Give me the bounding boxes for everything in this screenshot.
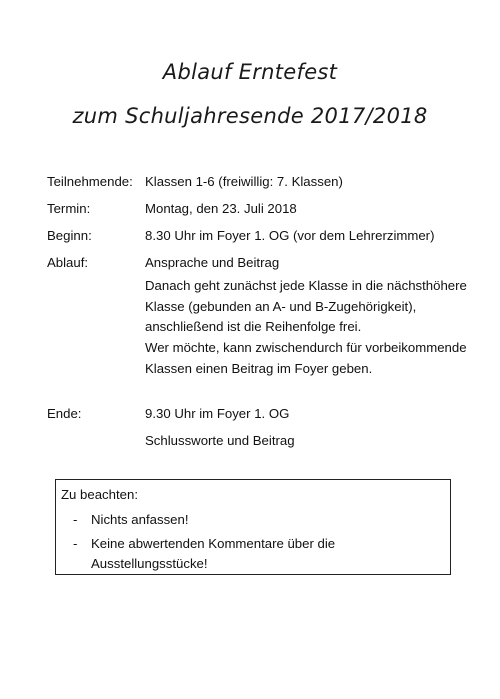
schedule-value: Klassen 1-6 (freiwillig: 7. Klassen) bbox=[145, 174, 343, 189]
schedule-value: Ansprache und Beitrag bbox=[145, 255, 280, 270]
dash-bullet-icon: - bbox=[73, 512, 78, 527]
schedule-label: Ende: bbox=[47, 406, 82, 421]
schedule-label: Termin: bbox=[47, 201, 91, 216]
notes-box bbox=[55, 479, 451, 575]
end-detail-paragraph: Schlussworte und Beitrag bbox=[145, 433, 295, 448]
list-item bbox=[73, 534, 373, 575]
schedule-label: Ablauf: bbox=[47, 255, 89, 270]
procedure-detail-paragraph: Danach geht zunächst jede Klasse in die nächsthöhere Klasse (gebunden an A- und B-Zugehörigkeit), anschließend ist die Reihenfolge frei. bbox=[145, 278, 467, 334]
document-title: Ablauf Erntefest bbox=[162, 60, 338, 84]
schedule-label: Beginn: bbox=[47, 228, 92, 243]
dash-bullet-icon: - bbox=[73, 535, 78, 551]
schedule-value: 8.30 Uhr im Foyer 1. OG (vor dem Lehrerzimmer) bbox=[145, 228, 435, 243]
schedule-value: Montag, den 23. Juli 2018 bbox=[145, 201, 297, 216]
document-subtitle: zum Schuljahresende 2017/2018 bbox=[72, 104, 428, 128]
list-item bbox=[73, 510, 373, 531]
schedule-label: Teilnehmende: bbox=[47, 174, 133, 189]
note-text: Keine abwertenden Kommentare über die Ausstellungsstücke! bbox=[91, 535, 336, 571]
note-text: Nichts anfassen! bbox=[91, 512, 189, 527]
schedule-value: 9.30 Uhr im Foyer 1. OG bbox=[145, 406, 290, 421]
procedure-detail-paragraph: Wer möchte, kann zwischendurch für vorbeikommende Klassen einen Beitrag im Foyer geben. bbox=[145, 340, 467, 376]
notes-list bbox=[73, 510, 373, 578]
notes-heading: Zu beachten: bbox=[61, 487, 138, 502]
